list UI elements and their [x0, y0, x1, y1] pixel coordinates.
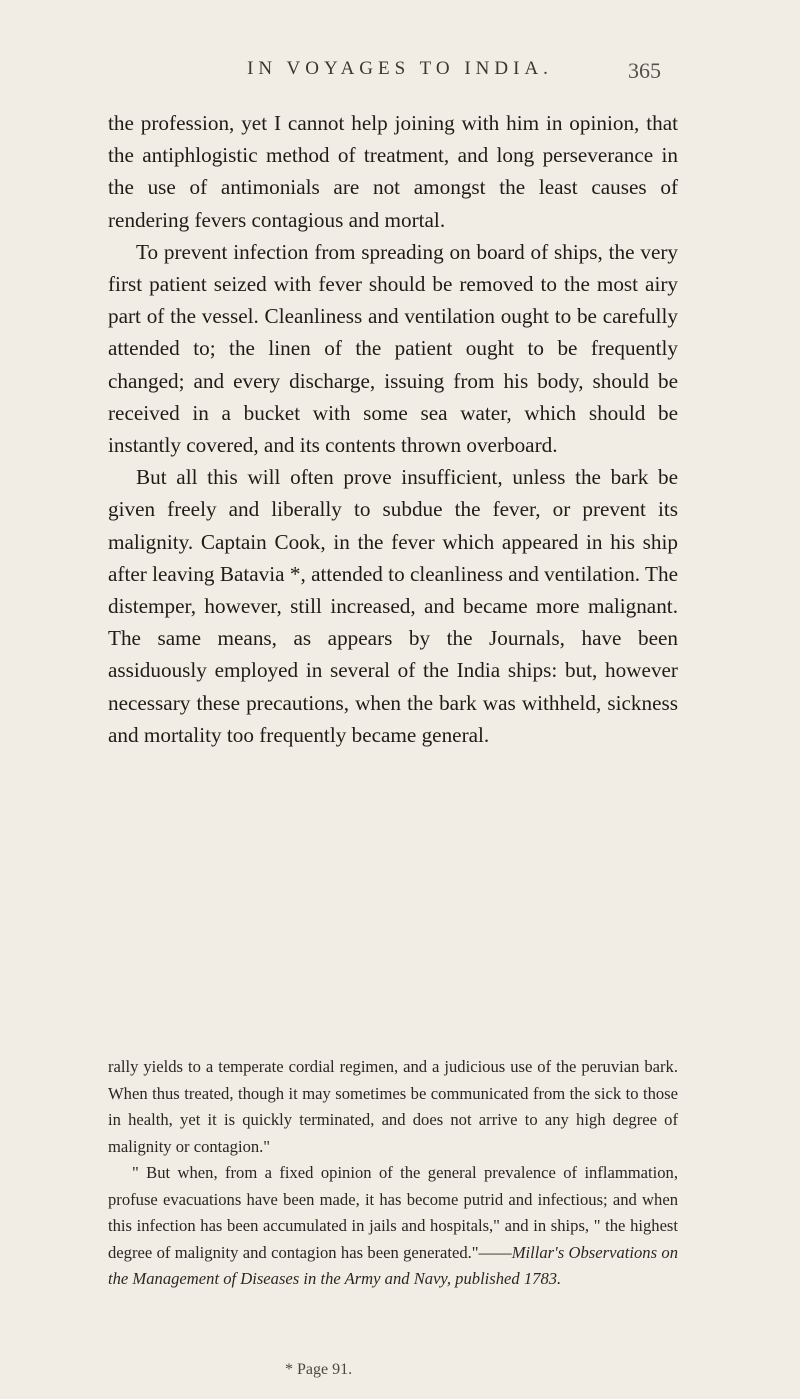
page-number: 365 [628, 58, 661, 83]
running-head [0, 58, 800, 92]
running-title: IN VOYAGES TO INDIA. [247, 58, 553, 79]
footnotes [108, 1054, 678, 1293]
footnote-quote [108, 1160, 678, 1293]
paragraph-bark-treatment: But all this will often prove insufficient, unless the bark be given freely and liberally to subdue the fever, or prevent its malignity. Captain Cook, in the fever which appeared in his ship after leaving Batavia *, attended to cleanliness and ventilation. The distemper, however, still increased, and became more malignant. The same means, as appears by the Journals, have been assiduously employed in several of the India ships: but, however necessary these precautions, when the bark was withheld, sickness and mortality too frequently became general. [108, 465, 678, 747]
main-text [108, 107, 678, 751]
footnote-citation: Millar's Observations on the Management of Diseases in the Army and Navy, published 1783. [108, 1242, 678, 1288]
footnote-page-reference: * Page 91. [285, 1361, 353, 1378]
paragraph-infection-prevention: To prevent infection from spreading on board of ships, the very first patient seized with fever should be removed to the most airy part of the vessel. Cleanliness and ventilation ought to be carefully attended to; the linen of the patient ought to be frequently changed; and every discharge, issuing from his body, should be received in a bucket with some sea water, which should be instantly covered, and its contents thrown overboard. [108, 239, 678, 458]
paragraph-continued: the profession, yet I cannot help joining with him in opinion, that the antiphlogistic method of treatment, and long perseverance in the use of antimonials are not amongst the least causes of rendering fevers contagious and mortal. [108, 111, 678, 232]
footnote-continuation: rally yields to a temperate cordial regimen, and a judicious use of the peruvian bark. When thus treated, though it may sometimes be communicated from the sick to those in health, yet it is quickly terminated, and does not arrive to any high degree of malignity or contagion." [108, 1057, 678, 1156]
footnote-quote-text: " But when, from a fixed opinion of the general prevalence of inflammation, profuse evacuations have been made, it has become putrid and infectious; and when this infection has been accumulated in jails and hospitals," and in ships, " the highest degree of malignity and contagion has been generated."—— [108, 1163, 678, 1262]
